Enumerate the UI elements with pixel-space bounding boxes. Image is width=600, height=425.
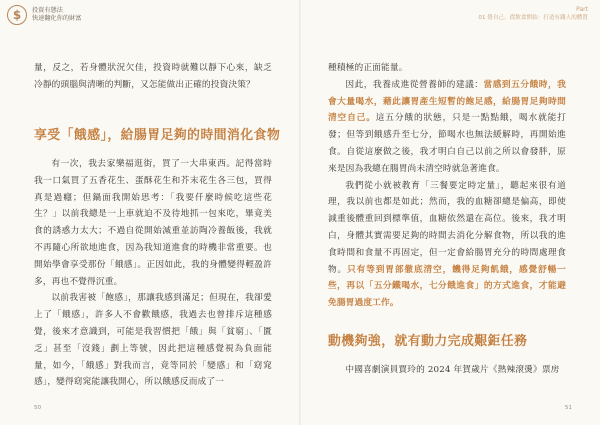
part-label: Part [576,6,588,13]
chapter-label: 01 覺自己，從飲食開始：打造有錢人的體質 [478,15,588,21]
page-number-right: 51 [564,405,572,411]
running-header-right [478,6,588,22]
page-number-left: 50 [34,405,42,411]
highlighted-text: 當感到五分餓時，我會大量喝水，藉此讓胃產生短暫的飽足感，給腸胃足夠時間清空自己。 [328,79,566,124]
paragraph-with-highlight [328,77,566,178]
paragraph-text: 這五分餓的狀態，只是一點點餓，喝水就能打發；但等到餓感升至七分，節喝水也無法緩解時，再開始進食。自從這麼做之後，我才明白自己以前之所以會發胖，原來是因為我總在腸胃尚未清空時就急著進食。 [328,113,567,174]
book-title-line-1: 投資有態法 [32,7,63,14]
paragraph-text: 量，反之，若身體狀況欠佳，投資時就難以靜下心來，缺乏冷靜的頭腦與清晰的判斷，又怎能做出正確的投資決策？ [34,63,272,90]
right-body [328,60,566,312]
paragraph-text: 中國喜劇演員賈玲的 2024 年賀歲片《熱辣滾燙》票房 [345,365,560,375]
paragraph-text: 以前我害被「飽感」，那讓我感到滿足；但現在，我卻愛上了「餓感」，許多人不會歡餓感，我過去也曾排斥這種感覺，後來才意識到，可能是我習慣把「餓」與「貧窮」、「匱乏」甚至「沒錢」劃上等號，因此把這種感覺視為負面能量，如今，「餓感」對我而言，竟等同於「變感」和「窈窕感」，變得窈窕能讓我開心，所以餓感反而成了一 [34,293,272,388]
dollar-logo-icon: $ [7,5,27,25]
paragraph-text: 有一次，我去家樂福逛街，買了一大串東西。記得當時我一口氣買了五香花生、蛋酥花生和芥末花生各三包，買得真是過癮；但鍋面我開始思考：「我要仟麼時候吃這些花生？」以前我總是一上車就迫不及待地抓一包來吃，畢竟美食的誘惑力太大；不過自從開始減重並訪陶冷養飯後，我就不再隨心所欲地進食，因為我知道進食的時機非常重要。也開始學會享受那份「餓感」。正因如此，我的身體變得輕盈許多，再也不覺得沉重。 [34,159,272,287]
book-title [32,7,82,23]
book-title-line-2: 快速翻化你的財富 [32,15,82,22]
paragraph-with-highlight [328,178,566,312]
highlighted-text: 只有等到胃部徹底清空，饑得足夠飢餓，感覺舒暢一些，再以「五分鐵喝水，七分餓進食」的方式進食，才能避免腸胃過度工作。 [328,264,566,309]
running-header-left [7,5,82,25]
paragraph-text: 種積極的正面能量。 [328,63,408,73]
right-body-bottom [328,362,566,379]
paragraph-text: 因此，我養成進從營養師的建議： [345,79,484,90]
left-top-paragraph [34,60,272,94]
paragraph-text: 我們從小就被教育「三餐要定時定量」，聽起來很有道理，我以前也都是如此；然而，我的血糖卻總是偏高，即使減重後體重回到標準值，血糖依然還在高位。後來，我才明白，身體其實需要足夠的時間去消化分解食物，所以我的進食時間和食量不再固定，但一定會給腸胃充分的時間處理食物。 [328,180,566,275]
section-heading-motivation: 動機夠強，就有動力完成艱鉅任務 [328,334,528,349]
right-page [300,0,600,425]
section-heading-hunger: 享受「餓感」，給腸胃足夠的時間消化食物 [34,128,281,143]
left-body [34,156,272,391]
